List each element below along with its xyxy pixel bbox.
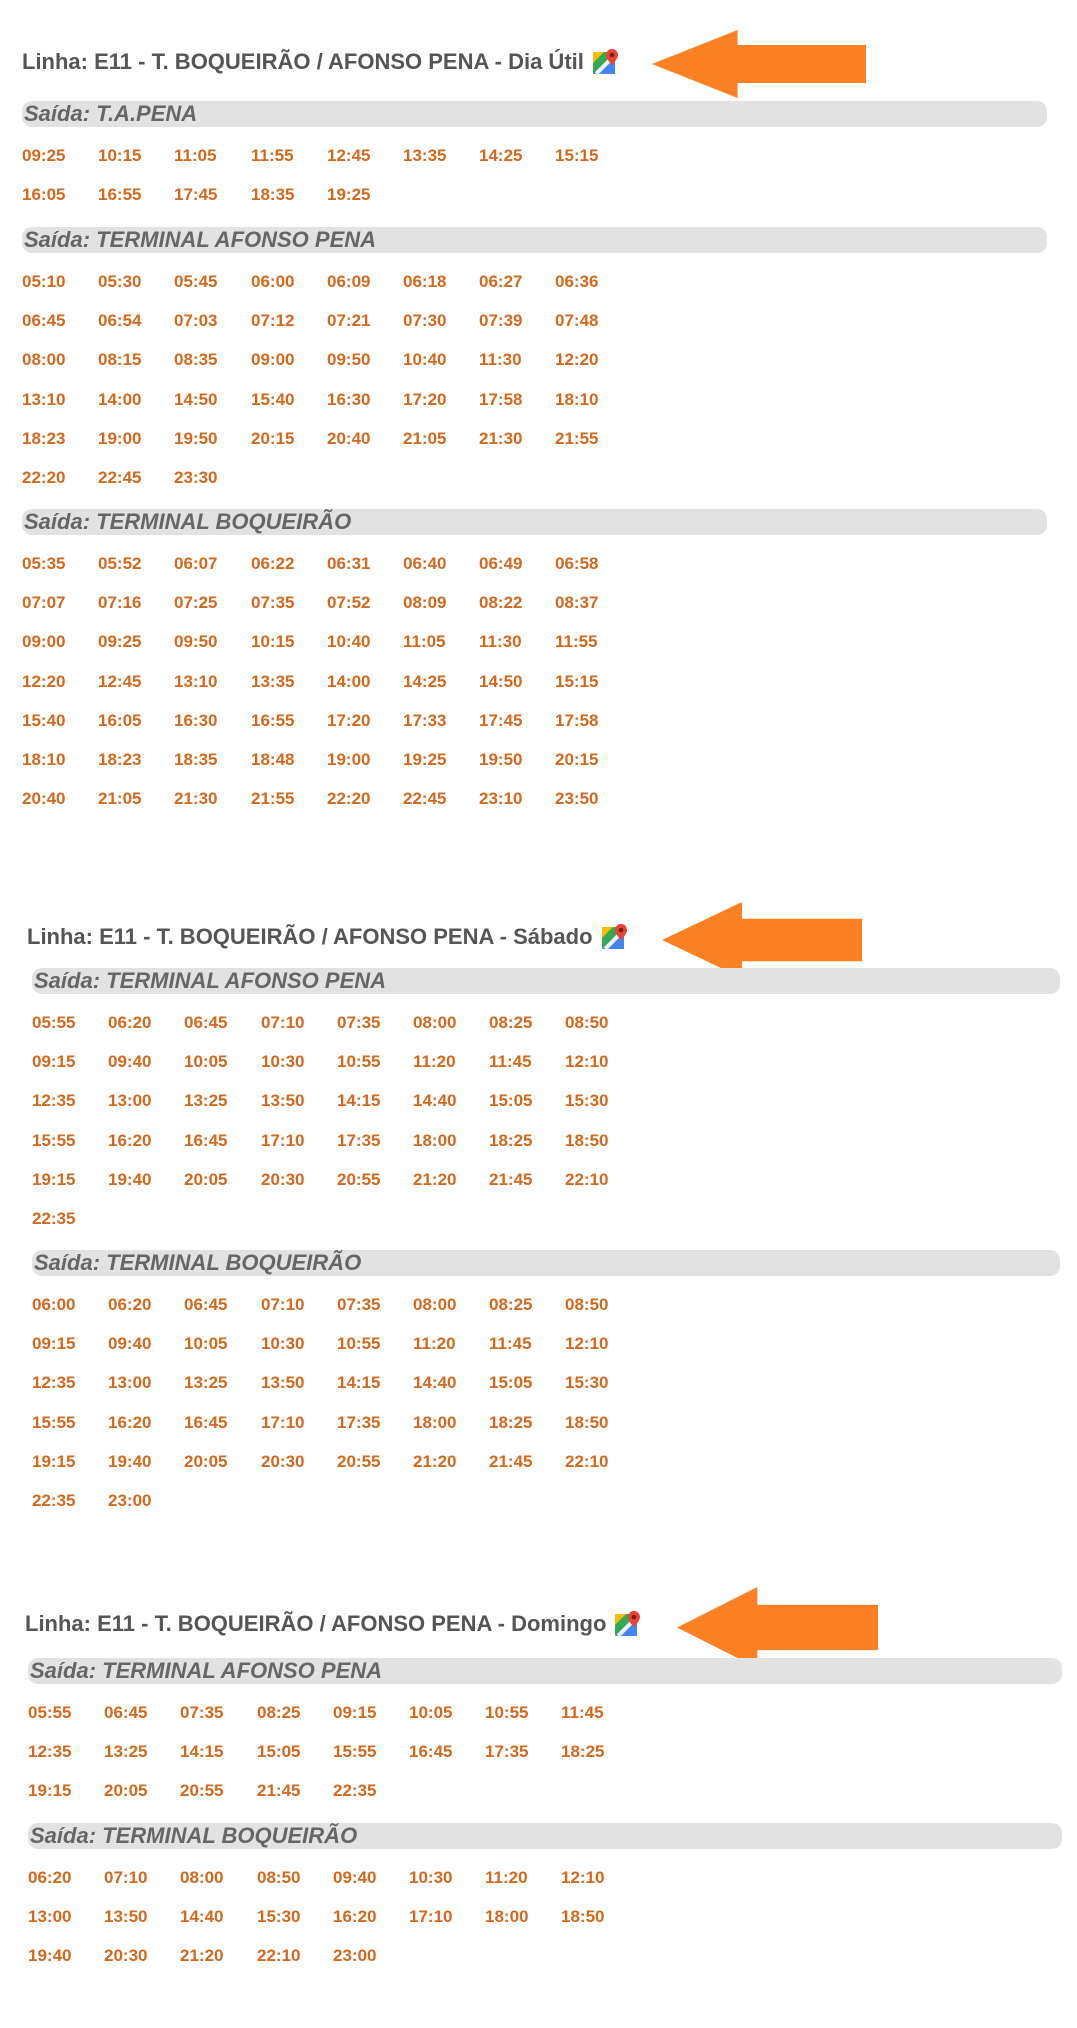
departure-time[interactable]: 06:45 xyxy=(104,1703,148,1722)
departure-time[interactable]: 18:00 xyxy=(413,1413,457,1432)
departure-time[interactable]: 10:30 xyxy=(409,1868,453,1887)
departure-time[interactable]: 12:45 xyxy=(327,146,371,165)
departure-time[interactable]: 11:20 xyxy=(485,1868,528,1887)
departure-time[interactable]: 21:45 xyxy=(489,1452,533,1471)
departure-time[interactable]: 13:10 xyxy=(174,672,218,691)
departure-time[interactable]: 15:40 xyxy=(22,711,66,730)
departure-time[interactable]: 22:35 xyxy=(32,1209,76,1228)
departure-time[interactable]: 21:05 xyxy=(403,429,447,448)
departure-time[interactable]: 18:50 xyxy=(565,1413,609,1432)
departure-time[interactable]: 05:35 xyxy=(22,554,66,573)
departure-time[interactable]: 17:45 xyxy=(479,711,523,730)
departure-time[interactable]: 10:55 xyxy=(485,1703,529,1722)
departure-time[interactable]: 20:05 xyxy=(184,1452,228,1471)
departure-time[interactable]: 06:45 xyxy=(184,1295,228,1314)
departure-time[interactable]: 17:35 xyxy=(337,1131,381,1150)
departure-time[interactable]: 14:00 xyxy=(98,390,142,409)
departure-time[interactable]: 20:15 xyxy=(555,750,599,769)
section-header xyxy=(22,227,1047,253)
departure-time[interactable]: 22:10 xyxy=(257,1946,301,1965)
departure-time[interactable]: 22:45 xyxy=(98,468,142,487)
departure-time[interactable]: 18:25 xyxy=(561,1742,605,1761)
departure-time[interactable]: 07:10 xyxy=(261,1013,305,1032)
departure-time[interactable]: 19:15 xyxy=(32,1452,76,1471)
departure-time[interactable]: 08:22 xyxy=(479,593,523,612)
departure-time[interactable]: 09:15 xyxy=(333,1703,377,1722)
departure-time[interactable]: 06:00 xyxy=(251,272,295,291)
section-label: Saída: TERMINAL BOQUEIRÃO xyxy=(30,1823,358,1848)
departure-time[interactable]: 14:40 xyxy=(180,1907,224,1926)
departure-time[interactable]: 05:45 xyxy=(174,272,218,291)
schedule-title xyxy=(25,1610,642,1638)
departure-time[interactable]: 11:05 xyxy=(403,632,446,651)
departure-time[interactable]: 06:00 xyxy=(32,1295,76,1314)
departure-time[interactable]: 14:00 xyxy=(327,672,371,691)
departure-time[interactable]: 07:52 xyxy=(327,593,371,612)
section-header xyxy=(28,1823,1062,1849)
departure-time[interactable]: 22:35 xyxy=(32,1491,76,1510)
departure-time[interactable]: 06:18 xyxy=(403,272,447,291)
departure-time[interactable]: 09:15 xyxy=(32,1334,76,1353)
departure-time[interactable]: 10:05 xyxy=(184,1334,228,1353)
departure-time[interactable]: 06:20 xyxy=(28,1868,72,1887)
departure-time[interactable]: 16:45 xyxy=(184,1413,228,1432)
departure-time[interactable]: 09:00 xyxy=(251,350,295,369)
departure-time[interactable]: 16:20 xyxy=(333,1907,377,1926)
departure-time[interactable]: 23:10 xyxy=(479,789,523,808)
departure-time[interactable]: 14:15 xyxy=(180,1742,224,1761)
departure-time[interactable]: 14:40 xyxy=(413,1373,457,1392)
departure-time[interactable]: 11:05 xyxy=(174,146,217,165)
departure-time[interactable]: 22:10 xyxy=(565,1170,609,1189)
departure-time[interactable]: 17:20 xyxy=(403,390,447,409)
section-label: Saída: T.A.PENA xyxy=(24,101,198,126)
departure-time[interactable]: 19:50 xyxy=(479,750,523,769)
departure-time[interactable]: 09:40 xyxy=(108,1334,152,1353)
departure-time[interactable]: 13:50 xyxy=(261,1091,305,1110)
departure-time[interactable]: 15:55 xyxy=(32,1413,76,1432)
departure-time[interactable]: 20:30 xyxy=(261,1452,305,1471)
departure-time[interactable]: 08:00 xyxy=(413,1295,457,1314)
departure-time[interactable]: 20:55 xyxy=(180,1781,224,1800)
departure-time[interactable]: 10:55 xyxy=(337,1334,381,1353)
departure-time[interactable]: 15:55 xyxy=(333,1742,377,1761)
section-header xyxy=(32,968,1060,994)
departure-time[interactable]: 07:30 xyxy=(403,311,447,330)
departure-time[interactable]: 10:05 xyxy=(409,1703,453,1722)
departure-time[interactable]: 16:55 xyxy=(251,711,295,730)
pointer-arrow-icon xyxy=(662,902,862,978)
departure-time[interactable]: 10:05 xyxy=(184,1052,228,1071)
departure-time[interactable]: 20:55 xyxy=(337,1170,381,1189)
section-header xyxy=(32,1250,1060,1276)
departure-time[interactable]: 16:45 xyxy=(409,1742,453,1761)
departure-time[interactable]: 18:25 xyxy=(489,1413,533,1432)
departure-time[interactable]: 09:40 xyxy=(333,1868,377,1887)
departure-time[interactable]: 18:25 xyxy=(489,1131,533,1150)
departure-time[interactable]: 07:48 xyxy=(555,311,599,330)
section-label: Saída: TERMINAL BOQUEIRÃO xyxy=(24,509,352,534)
departure-time[interactable]: 22:10 xyxy=(565,1452,609,1471)
departure-time[interactable]: 18:35 xyxy=(251,185,295,204)
departure-time[interactable]: 07:16 xyxy=(98,593,142,612)
departure-time[interactable]: 11:45 xyxy=(489,1334,532,1353)
section-label: Saída: TERMINAL AFONSO PENA xyxy=(24,227,377,252)
departure-time[interactable]: 06:22 xyxy=(251,554,295,573)
departure-time[interactable]: 21:20 xyxy=(180,1946,224,1965)
departure-time[interactable]: 19:40 xyxy=(108,1170,152,1189)
departure-time[interactable]: 19:15 xyxy=(28,1781,72,1800)
departure-time[interactable]: 12:10 xyxy=(565,1334,609,1353)
departure-time[interactable]: 20:15 xyxy=(251,429,295,448)
departure-time[interactable]: 06:09 xyxy=(327,272,371,291)
departure-time[interactable]: 13:25 xyxy=(184,1091,228,1110)
departure-time[interactable]: 15:30 xyxy=(257,1907,301,1926)
departure-time[interactable]: 07:10 xyxy=(261,1295,305,1314)
departure-time[interactable]: 08:50 xyxy=(565,1013,609,1032)
departure-time[interactable]: 12:10 xyxy=(565,1052,609,1071)
departure-time[interactable]: 21:20 xyxy=(413,1452,457,1471)
departure-time[interactable]: 22:45 xyxy=(403,789,447,808)
departure-time[interactable]: 08:50 xyxy=(257,1868,301,1887)
departure-time[interactable]: 11:55 xyxy=(555,632,598,651)
departure-time[interactable]: 08:00 xyxy=(180,1868,224,1887)
departure-time[interactable]: 14:50 xyxy=(479,672,523,691)
departure-time[interactable]: 11:20 xyxy=(413,1052,456,1071)
departure-time[interactable]: 06:40 xyxy=(403,554,447,573)
section-header xyxy=(22,509,1047,535)
google-maps-icon[interactable] xyxy=(614,1610,642,1638)
departure-time[interactable]: 17:35 xyxy=(485,1742,529,1761)
departure-time[interactable]: 06:36 xyxy=(555,272,599,291)
pointer-arrow-icon xyxy=(677,1587,878,1668)
departure-time[interactable]: 08:25 xyxy=(489,1013,533,1032)
departure-time[interactable]: 15:30 xyxy=(565,1373,609,1392)
departure-time[interactable]: 08:25 xyxy=(489,1295,533,1314)
departure-time[interactable]: 15:40 xyxy=(251,390,295,409)
departure-time[interactable]: 07:35 xyxy=(251,593,295,612)
schedule-title-text: Linha: E11 - T. BOQUEIRÃO / AFONSO PENA - Sábado xyxy=(27,924,593,949)
departure-time[interactable]: 06:20 xyxy=(108,1295,152,1314)
departure-time[interactable]: 20:55 xyxy=(337,1452,381,1471)
departure-time[interactable]: 11:45 xyxy=(561,1703,604,1722)
departure-time[interactable]: 21:55 xyxy=(555,429,599,448)
departure-time[interactable]: 10:30 xyxy=(261,1334,305,1353)
departure-time[interactable]: 06:20 xyxy=(108,1013,152,1032)
departure-time[interactable]: 14:15 xyxy=(337,1091,381,1110)
departure-time[interactable]: 17:10 xyxy=(261,1413,305,1432)
departure-time[interactable]: 07:10 xyxy=(104,1868,148,1887)
departure-time[interactable]: 22:20 xyxy=(22,468,66,487)
departure-time[interactable]: 17:58 xyxy=(555,711,599,730)
departure-time[interactable]: 07:12 xyxy=(251,311,295,330)
departure-time[interactable]: 19:00 xyxy=(98,429,142,448)
departure-time[interactable]: 21:30 xyxy=(479,429,523,448)
section-label: Saída: TERMINAL BOQUEIRÃO xyxy=(34,1250,362,1275)
departure-time[interactable]: 10:55 xyxy=(337,1052,381,1071)
departure-time[interactable]: 16:20 xyxy=(108,1413,152,1432)
departure-time[interactable]: 21:05 xyxy=(98,789,142,808)
departure-time[interactable]: 09:25 xyxy=(98,632,142,651)
departure-time[interactable]: 09:40 xyxy=(108,1052,152,1071)
departure-time[interactable]: 06:49 xyxy=(479,554,523,573)
departure-time[interactable]: 21:20 xyxy=(413,1170,457,1189)
departure-time[interactable]: 19:25 xyxy=(403,750,447,769)
departure-time[interactable]: 09:50 xyxy=(174,632,218,651)
departure-time[interactable]: 23:00 xyxy=(108,1491,152,1510)
departure-time[interactable]: 16:05 xyxy=(98,711,142,730)
departure-time[interactable]: 10:40 xyxy=(327,632,371,651)
departure-time[interactable]: 12:35 xyxy=(32,1091,76,1110)
departure-time[interactable]: 22:35 xyxy=(333,1781,377,1800)
departure-time[interactable]: 07:03 xyxy=(174,311,218,330)
departure-time[interactable]: 07:35 xyxy=(337,1013,381,1032)
departure-time[interactable]: 21:55 xyxy=(251,789,295,808)
departure-time[interactable]: 08:09 xyxy=(403,593,447,612)
departure-time[interactable]: 15:15 xyxy=(555,672,599,691)
departure-time[interactable]: 08:00 xyxy=(22,350,66,369)
departure-time[interactable]: 16:05 xyxy=(22,185,66,204)
departure-time[interactable]: 06:07 xyxy=(174,554,218,573)
departure-time[interactable]: 07:21 xyxy=(327,311,371,330)
departure-time[interactable]: 21:30 xyxy=(174,789,218,808)
departure-time[interactable]: 05:52 xyxy=(98,554,142,573)
departure-time[interactable]: 13:35 xyxy=(403,146,447,165)
departure-time[interactable]: 12:20 xyxy=(555,350,599,369)
departure-time[interactable]: 16:45 xyxy=(184,1131,228,1150)
departure-time[interactable]: 08:25 xyxy=(257,1703,301,1722)
departure-time[interactable]: 06:58 xyxy=(555,554,599,573)
departure-time[interactable]: 10:30 xyxy=(261,1052,305,1071)
departure-time[interactable]: 08:35 xyxy=(174,350,218,369)
departure-time[interactable]: 13:10 xyxy=(22,390,66,409)
departure-time[interactable]: 07:25 xyxy=(174,593,218,612)
departure-time[interactable]: 05:55 xyxy=(28,1703,72,1722)
google-maps-icon[interactable] xyxy=(601,923,629,951)
departure-time[interactable]: 14:25 xyxy=(403,672,447,691)
departure-time[interactable]: 14:50 xyxy=(174,390,218,409)
departure-time[interactable]: 16:55 xyxy=(98,185,142,204)
departure-time[interactable]: 11:55 xyxy=(251,146,294,165)
departure-time[interactable]: 18:48 xyxy=(251,750,295,769)
departure-time[interactable]: 16:20 xyxy=(108,1131,152,1150)
departure-time[interactable]: 19:50 xyxy=(174,429,218,448)
departure-time[interactable]: 11:20 xyxy=(413,1334,456,1353)
departure-time[interactable]: 18:00 xyxy=(485,1907,529,1926)
section-header xyxy=(22,101,1047,127)
section-label: Saída: TERMINAL AFONSO PENA xyxy=(34,968,387,993)
departure-time[interactable]: 19:15 xyxy=(32,1170,76,1189)
departure-time[interactable]: 09:15 xyxy=(32,1052,76,1071)
departure-time[interactable]: 13:00 xyxy=(108,1373,152,1392)
departure-time[interactable]: 05:55 xyxy=(32,1013,76,1032)
departure-time[interactable]: 18:10 xyxy=(22,750,66,769)
departure-time[interactable]: 12:10 xyxy=(561,1868,605,1887)
departure-time[interactable]: 23:00 xyxy=(333,1946,377,1965)
google-maps-icon[interactable] xyxy=(592,48,620,76)
departure-time[interactable]: 17:35 xyxy=(337,1413,381,1432)
departure-time[interactable]: 10:15 xyxy=(98,146,142,165)
departure-time[interactable]: 15:05 xyxy=(257,1742,301,1761)
departure-time[interactable]: 14:25 xyxy=(479,146,523,165)
departure-time[interactable]: 06:27 xyxy=(479,272,523,291)
departure-time[interactable]: 18:10 xyxy=(555,390,599,409)
departure-time[interactable]: 12:35 xyxy=(32,1373,76,1392)
departure-time[interactable]: 20:30 xyxy=(104,1946,148,1965)
departure-time[interactable]: 15:05 xyxy=(489,1373,533,1392)
departure-time[interactable]: 11:30 xyxy=(479,632,522,651)
schedule-title-text: Linha: E11 - T. BOQUEIRÃO / AFONSO PENA - Dia Útil xyxy=(22,49,584,74)
departure-time[interactable]: 07:35 xyxy=(180,1703,224,1722)
departure-time[interactable]: 15:30 xyxy=(565,1091,609,1110)
departure-time[interactable]: 16:30 xyxy=(327,390,371,409)
departure-time[interactable]: 23:30 xyxy=(174,468,218,487)
departure-time[interactable]: 17:10 xyxy=(261,1131,305,1150)
departure-time[interactable]: 17:20 xyxy=(327,711,371,730)
departure-time[interactable]: 23:50 xyxy=(555,789,599,808)
departure-time[interactable]: 13:00 xyxy=(108,1091,152,1110)
departure-time[interactable]: 09:00 xyxy=(22,632,66,651)
departure-time[interactable]: 20:05 xyxy=(104,1781,148,1800)
departure-time[interactable]: 17:10 xyxy=(409,1907,453,1926)
schedule-title xyxy=(22,48,620,76)
departure-time[interactable]: 06:45 xyxy=(22,311,66,330)
departure-time[interactable]: 18:23 xyxy=(22,429,66,448)
departure-time[interactable]: 09:50 xyxy=(327,350,371,369)
departure-time[interactable]: 06:31 xyxy=(327,554,371,573)
departure-time[interactable]: 11:45 xyxy=(489,1052,532,1071)
departure-time[interactable]: 12:20 xyxy=(22,672,66,691)
departure-time[interactable]: 19:00 xyxy=(327,750,371,769)
departure-time[interactable]: 07:35 xyxy=(337,1295,381,1314)
schedule-title-text: Linha: E11 - T. BOQUEIRÃO / AFONSO PENA - Domingo xyxy=(25,1611,607,1636)
departure-time[interactable]: 16:30 xyxy=(174,711,218,730)
departure-time[interactable]: 18:23 xyxy=(98,750,142,769)
departure-time[interactable]: 05:10 xyxy=(22,272,66,291)
departure-time[interactable]: 18:50 xyxy=(565,1131,609,1150)
departure-time[interactable]: 14:15 xyxy=(337,1373,381,1392)
departure-time[interactable]: 12:35 xyxy=(28,1742,72,1761)
departure-time[interactable]: 08:50 xyxy=(565,1295,609,1314)
departure-time[interactable]: 17:58 xyxy=(479,390,523,409)
departure-time[interactable]: 20:40 xyxy=(22,789,66,808)
departure-time[interactable]: 20:40 xyxy=(327,429,371,448)
departure-time[interactable]: 10:15 xyxy=(251,632,295,651)
departure-time[interactable]: 15:15 xyxy=(555,146,599,165)
departure-time[interactable]: 15:55 xyxy=(32,1131,76,1150)
departure-time[interactable]: 07:07 xyxy=(22,593,66,612)
departure-time[interactable]: 13:50 xyxy=(261,1373,305,1392)
departure-time[interactable]: 07:39 xyxy=(479,311,523,330)
departure-time[interactable]: 06:54 xyxy=(98,311,142,330)
departure-time[interactable]: 11:30 xyxy=(479,350,522,369)
departure-time[interactable]: 15:05 xyxy=(489,1091,533,1110)
departure-time[interactable]: 08:15 xyxy=(98,350,142,369)
departure-time[interactable]: 08:00 xyxy=(413,1013,457,1032)
departure-time[interactable]: 18:00 xyxy=(413,1131,457,1150)
departure-time[interactable]: 13:35 xyxy=(251,672,295,691)
departure-time[interactable]: 09:25 xyxy=(22,146,66,165)
section-header xyxy=(28,1658,1062,1684)
departure-time[interactable]: 20:05 xyxy=(184,1170,228,1189)
departure-time[interactable]: 06:45 xyxy=(184,1013,228,1032)
departure-time[interactable]: 12:45 xyxy=(98,672,142,691)
departure-time[interactable]: 19:25 xyxy=(327,185,371,204)
departure-time[interactable]: 19:40 xyxy=(28,1946,72,1965)
departure-time[interactable]: 19:40 xyxy=(108,1452,152,1471)
departure-time[interactable]: 20:30 xyxy=(261,1170,305,1189)
departure-time[interactable]: 14:40 xyxy=(413,1091,457,1110)
departure-time[interactable]: 10:40 xyxy=(403,350,447,369)
departure-time[interactable]: 21:45 xyxy=(489,1170,533,1189)
section-label: Saída: TERMINAL AFONSO PENA xyxy=(30,1658,383,1683)
departure-time[interactable]: 17:33 xyxy=(403,711,447,730)
departure-time[interactable]: 21:45 xyxy=(257,1781,301,1800)
departure-time[interactable]: 13:50 xyxy=(104,1907,148,1926)
departure-time[interactable]: 13:25 xyxy=(104,1742,148,1761)
departure-time[interactable]: 18:50 xyxy=(561,1907,605,1926)
departure-time[interactable]: 18:35 xyxy=(174,750,218,769)
departure-time[interactable]: 08:37 xyxy=(555,593,599,612)
departure-time[interactable]: 13:00 xyxy=(28,1907,72,1926)
departure-time[interactable]: 05:30 xyxy=(98,272,142,291)
departure-time[interactable]: 17:45 xyxy=(174,185,218,204)
schedule-title xyxy=(27,923,629,951)
departure-time[interactable]: 22:20 xyxy=(327,789,371,808)
departure-time[interactable]: 13:25 xyxy=(184,1373,228,1392)
pointer-arrow-icon xyxy=(652,30,866,98)
